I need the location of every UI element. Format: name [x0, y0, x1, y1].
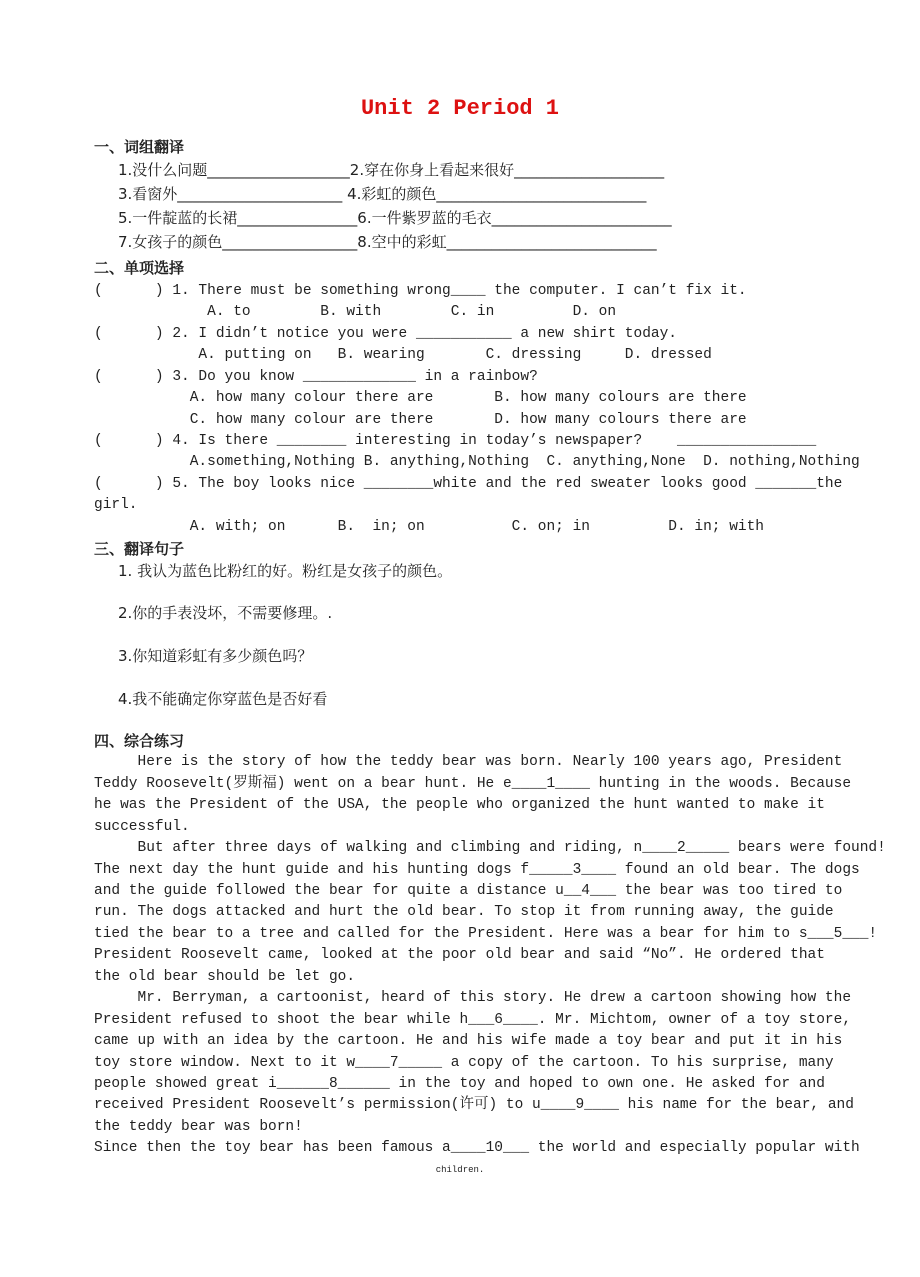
passage-line: President refused to shoot the bear while h___6____. Mr. Michtom, owner of a toy store, — [94, 1012, 852, 1028]
mc-question-5: ( ) 5. The boy looks nice ________white and the red sweater looks good _______the — [94, 476, 843, 492]
mc-options-5: A. with; on B. in; on C. on; in D. in; with — [94, 519, 765, 535]
passage-line: Since then the toy bear has been famous a____10___ the world and especially popular with — [94, 1140, 860, 1156]
passage-line: tied the bear to a tree and called for the President. Here was a bear for him to s___5___! — [94, 926, 878, 942]
passage-line: run. The dogs attacked and hurt the old bear. To stop it from running away, the guide — [94, 904, 834, 920]
mc-options-4: A.something,Nothing B. anything,Nothing C. anything,None D. nothing,Nothing — [94, 454, 860, 470]
passage-line: The next day the hunt guide and his hunting dogs f_____3____ found an old bear. The dogs — [94, 862, 860, 878]
section-heading-comprehensive: 四、综合练习 — [94, 732, 185, 750]
mc-options-2: A. putting on B. wearing C. dressing D. dressed — [94, 347, 712, 363]
passage-line: the old bear should be let go. — [94, 969, 356, 985]
translate-item-4: 4.我不能确定你穿蓝色是否好看 — [118, 690, 328, 708]
page-title: Unit 2 Period 1 — [360, 96, 560, 121]
passage-line-last: children. — [435, 1165, 485, 1175]
passage-line: he was the President of the USA, the people who organized the hunt wanted to make it — [94, 797, 825, 813]
translate-item-1: 1. 我认为蓝色比粉红的好。粉红是女孩子的颜色。 — [118, 562, 453, 580]
passage-line: President Roosevelt came, looked at the poor old bear and said “No”. He ordered that — [94, 947, 825, 963]
passage-line: Mr. Berryman, a cartoonist, heard of this story. He drew a cartoon showing how the — [94, 990, 852, 1006]
passage-line: received President Roosevelt’s permission(许可) to u____9____ his name for the bear, and — [94, 1097, 854, 1113]
phrase-line-2: 3.看窗外______________________ 4.彩虹的颜色____________________________ — [118, 185, 647, 203]
section-heading-multiple-choice: 二、单项选择 — [94, 259, 185, 277]
passage-line: came up with an idea by the cartoon. He and his wife made a toy bear and put it in his — [94, 1033, 843, 1049]
passage-line: toy store window. Next to it w____7_____ a copy of the cartoon. To his surprise, many — [94, 1055, 834, 1071]
passage-line: people showed great i______8______ in the toy and hoped to own one. He asked for and — [94, 1076, 825, 1092]
mc-options-3-cd: C. how many colour are there D. how many colours there are — [94, 412, 747, 428]
passage-line: But after three days of walking and climbing and riding, n____2_____ bears were found! — [94, 840, 886, 856]
phrase-line-4: 7.女孩子的颜色__________________8.空中的彩虹____________________________ — [118, 233, 657, 251]
section-heading-phrase-translation: 一、词组翻译 — [94, 138, 185, 156]
section-heading-sentence-translation: 三、翻译句子 — [94, 540, 185, 558]
phrase-line-1: 1.没什么问题___________________2.穿在你身上看起来很好____________________ — [118, 161, 665, 179]
translate-item-2: 2.你的手表没坏，不需要修理。. — [118, 604, 333, 622]
mc-question-2: ( ) 2. I didn’t notice you were ___________ a new shirt today. — [94, 326, 677, 342]
translate-item-3: 3.你知道彩虹有多少颜色吗？ — [118, 647, 313, 665]
mc-options-1: A. to B. with C. in D. on — [94, 304, 617, 320]
passage-line: Teddy Roosevelt(罗斯福) went on a bear hunt. He e____1____ hunting in the woods. Because — [94, 776, 852, 792]
mc-question-3: ( ) 3. Do you know _____________ in a rainbow? — [94, 369, 538, 385]
passage-line: Here is the story of how the teddy bear was born. Nearly 100 years ago, President — [94, 754, 843, 770]
passage-line: successful. — [94, 819, 190, 835]
passage-line: the teddy bear was born! — [94, 1119, 303, 1135]
mc-question-5-cont: girl. — [94, 497, 138, 513]
mc-question-1: ( ) 1. There must be something wrong____ the computer. I can’t fix it. — [94, 283, 747, 299]
mc-question-4: ( ) 4. Is there ________ interesting in today’s newspaper? ________________ — [94, 433, 817, 449]
phrase-line-3: 5.一件靛蓝的长裙________________6.一件紫罗蓝的毛衣________________________ — [118, 209, 672, 227]
mc-options-3-ab: A. how many colour there are B. how many colours are there — [94, 390, 747, 406]
passage-line: and the guide followed the bear for quite a distance u__4___ the bear was too tired to — [94, 883, 843, 899]
